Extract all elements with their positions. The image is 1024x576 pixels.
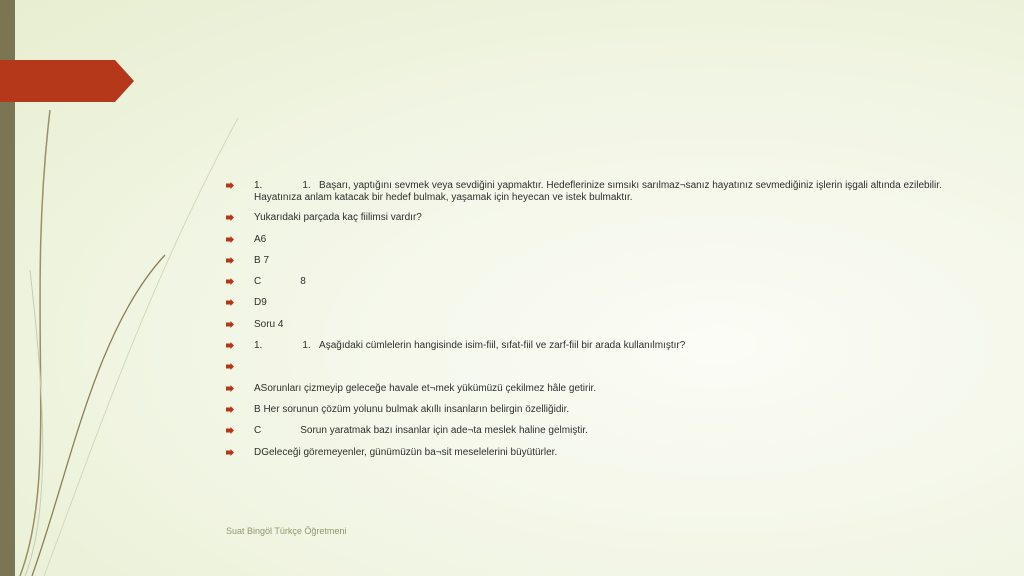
list-item [226,361,946,373]
item-text: Soru 4 [254,318,284,330]
footer-text: Suat Bingöl Türkçe Öğretmeni [226,526,347,536]
item-text: B Her sorunun çözüm yolunu bulmak akıllı insanların belirgin özelliğidir. [254,403,570,415]
arrow-bullet-icon [226,257,234,264]
item-text: DGeleceği göremeyenler, günümüzün ba¬sit meselelerini büyütürler. [254,446,558,458]
item-number: 1. [254,180,263,191]
list-item [226,180,946,203]
arrow-bullet-icon [226,182,234,189]
list-item [226,276,946,288]
list-item [226,297,946,309]
list-item [226,234,946,246]
arrow-bullet-icon [226,214,234,221]
arrow-bullet-icon [226,342,234,349]
item-subnumber: 1. [302,340,311,352]
list-item [226,383,946,395]
arrow-bullet-icon [226,385,234,392]
item-text: A6 [254,233,267,245]
item-text: D9 [254,297,267,309]
item-label: C [254,425,262,437]
arrow-bullet-icon [226,406,234,413]
item-label: C [254,276,262,288]
item-text: Yukarıdaki parçada kaç fiilimsi vardır? [254,212,422,224]
item-text: Aşağıdaki cümlelerin hangisinde isim-fiil, sıfat-fiil ve zarf-fiil bir arada kullanılmıştır? [319,340,686,352]
arrow-bullet-icon [226,449,234,456]
item-text: Başarı, yaptığını sevmek veya sevdiğini yapmaktır. Hedeflerinize sımsıkı sarılmaz¬sanız hayatınız sevmediğiniz işlerin işgali altında ezilebilir. Hayatınıza anlam katacak bir hedef bulmak, yaşamak için heyecan ve istek bulmaktır. [254,180,942,203]
list-item [226,425,946,437]
list-item [226,447,946,459]
item-number: 1. [254,340,263,352]
list-item [226,212,946,224]
item-subnumber: 1. [302,180,311,191]
list-item [226,340,946,352]
arrow-bullet-icon [226,427,234,434]
list-item [226,404,946,416]
arrow-bullet-icon [226,321,234,328]
arrow-bullet-icon [226,363,234,370]
item-text: 8 [300,276,306,288]
slide-content [226,180,946,468]
list-item [226,255,946,267]
arrow-bullet-icon [226,278,234,285]
item-text: Sorun yaratmak bazı insanlar için ade¬ta meslek haline gelmiştir. [300,425,588,437]
item-text: B 7 [254,254,270,266]
list-item [226,319,946,331]
arrow-bullet-icon [226,236,234,243]
arrow-bullet-icon [226,299,234,306]
item-text: ASorunları çizmeyip geleceğe havale et¬mek yükümüzü çekilmez hâle getirir. [254,382,597,394]
